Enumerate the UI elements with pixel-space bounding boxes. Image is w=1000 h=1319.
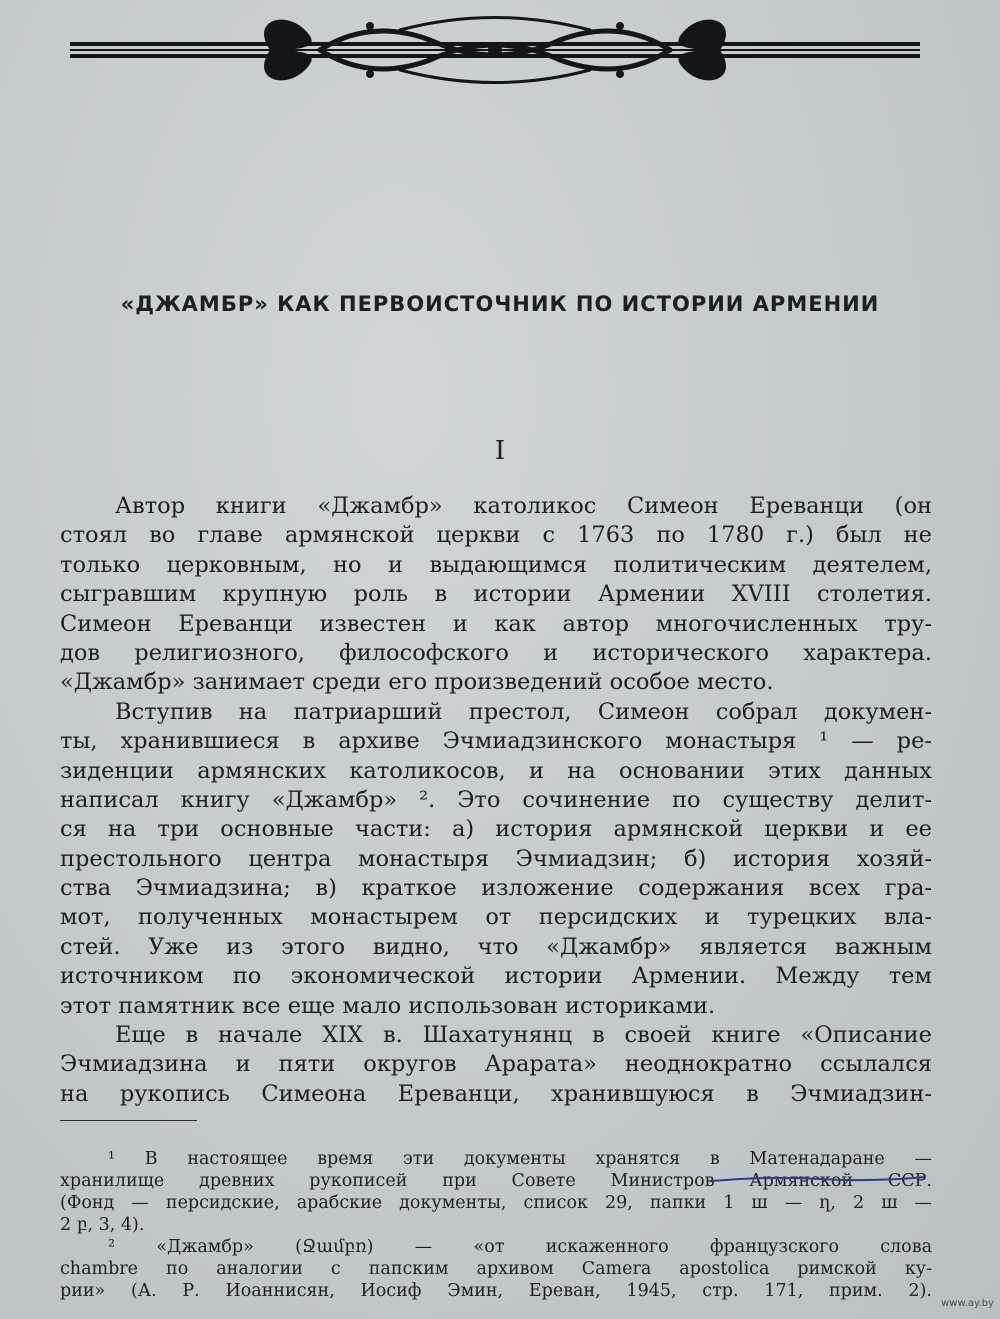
body-line: ты, хранившиеся в архиве Эчмиадзинского монастыря ¹ — ре-: [60, 728, 932, 755]
body-line: мот, полученных монастырем от персидских и турецких вла-: [60, 904, 932, 931]
body-text: [60, 492, 932, 1109]
body-line: стей. Уже из этого видно, что «Джамбр» является важным: [60, 933, 932, 960]
footnote-line: 2 բ, 3, 4).: [60, 1215, 145, 1235]
footnote-line: ² «Джамбр» (Ջամբռ) — «от искаженного французского слова: [108, 1237, 932, 1257]
decorative-header-ornament: [70, 10, 920, 90]
body-line: источником по экономической истории Армении. Между тем: [60, 963, 932, 990]
footnote-line: хранилище древних рукописей при Совете Министров Армянской ССР.: [60, 1171, 932, 1191]
body-line: Симеон Ереванци известен и как автор многочисленных тру-: [60, 610, 932, 637]
section-number: I: [494, 436, 506, 466]
body-line: Автор книги «Джамбр» католикос Симеон Ереванци (он: [115, 493, 932, 519]
body-line: дов религиозного, философского и исторического характера.: [60, 639, 932, 666]
handwritten-underline: [710, 1172, 928, 1186]
footnote-line: рии» (А. Р. Иоаннисян, Иосиф Эмин, Ереван, 1945, стр. 171, прим. 2).: [60, 1281, 932, 1301]
body-line: престольного центра монастыря Эчмиадзин; б) история хозяй-: [60, 845, 932, 872]
body-line: зиденции армянских католикосов, и на основании этих данных: [60, 757, 932, 784]
body-line: этот памятник все еще мало использован историками.: [60, 992, 716, 1019]
footnote-line: chambre по аналогии с папским архивом Camera apostolica римской ку-: [60, 1259, 932, 1279]
body-line: Эчмиадзина и пяти округов Арарата» неоднократно ссылался: [60, 1051, 932, 1078]
footnote-line: ¹ В настоящее время эти документы хранятся в Матенадаране —: [108, 1149, 932, 1169]
body-line: Вступив на патриарший престол, Симеон собрал докумен-: [115, 698, 932, 725]
footnote-line: (Фонд — персидские, арабские документы, список 29, папки 1 ш — ղ, 2 ш —: [60, 1193, 932, 1213]
body-line: только церковным, но и выдающимся политическим деятелем,: [60, 551, 932, 578]
article-title: «ДЖАМБР» КАК ПЕРВОИСТОЧНИК ПО ИСТОРИИ АРМЕНИИ: [120, 292, 880, 316]
body-line: стоял во главе армянской церкви с 1763 по 1780 г.) был не: [60, 522, 932, 549]
body-line: ся на три основные части: а) история армянской церкви и ее: [60, 816, 932, 843]
body-line: «Джамбр» занимает среди его произведений особое место.: [60, 669, 774, 696]
body-line: на рукопись Симеона Ереванци, хранившуюся в Эчмиадзин-: [60, 1080, 932, 1107]
watermark: www.ay.by: [941, 1298, 994, 1309]
footnote-separator: [60, 1120, 197, 1121]
body-line: Еще в начале XIX в. Шахатунянц в своей книге «Описание: [115, 1022, 932, 1049]
body-line: ства Эчмиадзина; в) краткое изложение содержания всех гра-: [60, 875, 932, 902]
body-line: написал книгу «Джамбр» ². Это сочинение по существу делит-: [60, 786, 932, 813]
body-line: сыгравшим крупную роль в истории Армении XVIII столетия.: [60, 581, 932, 608]
